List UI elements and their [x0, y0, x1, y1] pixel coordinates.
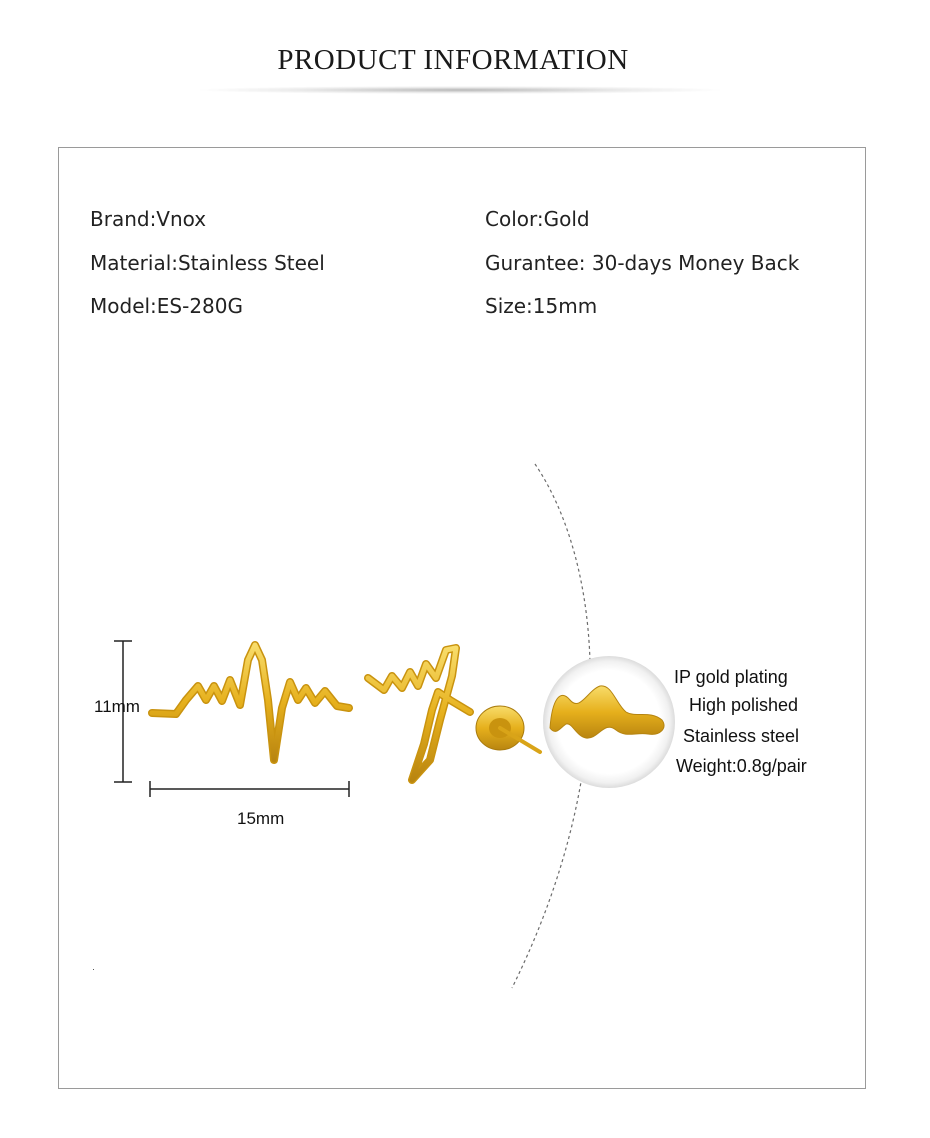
feature-weight: Weight:0.8g/pair	[676, 756, 807, 776]
spec-guarantee: Gurantee: 30-days Money Back	[485, 251, 800, 275]
feature-plating: IP gold plating	[674, 667, 788, 687]
width-label: 15mm	[237, 809, 285, 828]
stray-dot	[93, 969, 94, 970]
spec-brand: Brand:Vnox	[90, 207, 207, 231]
spec-material: Material:Stainless Steel	[90, 251, 325, 275]
feature-polish: High polished	[689, 695, 799, 715]
earring-front-view	[152, 645, 349, 760]
earring-angled-view	[368, 648, 540, 780]
spec-model: Model:ES-280G	[90, 294, 244, 318]
height-label: 11mm	[94, 697, 140, 716]
page-title: PRODUCT INFORMATION	[277, 44, 629, 76]
spec-color: Color:Gold	[485, 207, 590, 231]
magnified-detail-circle	[543, 656, 675, 788]
spec-size: Size:15mm	[485, 294, 598, 318]
feature-material: Stainless steel	[683, 726, 800, 746]
width-dimension-line	[150, 781, 349, 797]
